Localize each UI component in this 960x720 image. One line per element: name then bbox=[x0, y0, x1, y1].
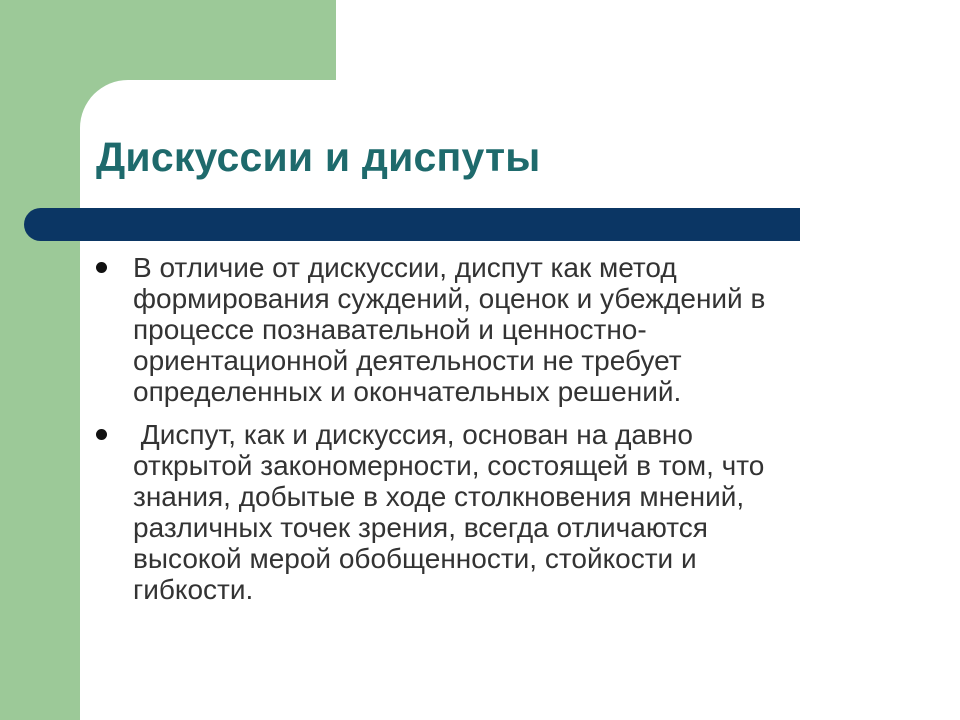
bullet-item bbox=[96, 252, 886, 407]
bullet-text-line: Диспут, как и дискуссия, основан на давно bbox=[133, 419, 693, 450]
bullet-dot-icon bbox=[96, 262, 107, 273]
title-underline-bar bbox=[24, 208, 800, 241]
bullet-dot-icon bbox=[96, 429, 107, 440]
bullet-text-line: определенных и окончательных решений. bbox=[133, 376, 682, 407]
bullet-text-line: гибкости. bbox=[133, 574, 254, 605]
bullet-list bbox=[96, 252, 886, 617]
bullet-item bbox=[96, 419, 886, 605]
bullet-text-line: высокой мерой обобщенности, стойкости и bbox=[133, 543, 697, 574]
bullet-text-line: формирования суждений, оценок и убеждений в bbox=[133, 283, 766, 314]
bullet-text-line: ориентационной деятельности не требует bbox=[133, 345, 682, 376]
bullet-text-line: открытой закономерности, состоящей в том, что bbox=[133, 450, 765, 481]
bullet-text-line: процессе познавательной и ценностно- bbox=[133, 314, 647, 345]
slide-title: Дискуссии и диспуты bbox=[96, 134, 541, 180]
bullet-text-line: В отличие от дискуссии, диспут как метод bbox=[133, 252, 677, 283]
bullet-text-line: различных точек зрения, всегда отличаются bbox=[133, 512, 708, 543]
bullet-text-line: знания, добытые в ходе столкновения мнений, bbox=[133, 481, 745, 512]
